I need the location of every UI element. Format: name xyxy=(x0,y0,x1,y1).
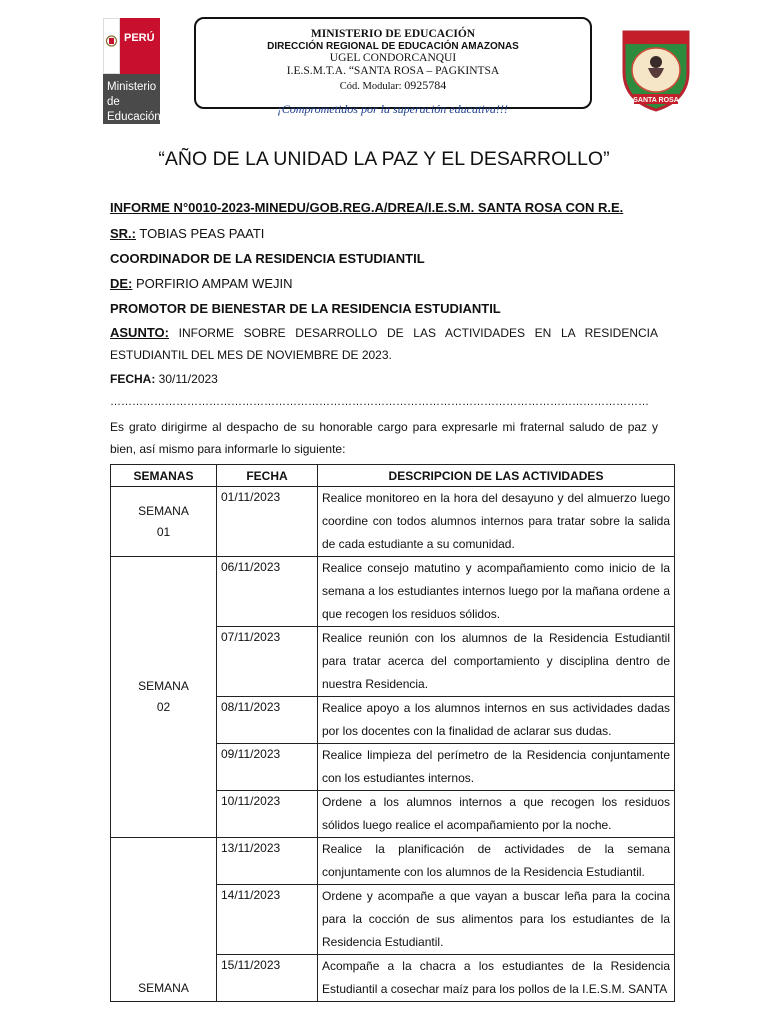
cod-modular-label: Cód. Modular: xyxy=(339,81,402,92)
description-cell: Realice limpieza del perímetro de la Residencia conjuntamente con los estudiantes internos. xyxy=(318,744,675,791)
fecha-label: FECHA: xyxy=(110,372,156,386)
header-box xyxy=(194,17,592,109)
description-cell: Ordene a los alumnos internos a que recogen los residuos sólidos luego realice el acompañamiento por la noche. xyxy=(318,791,675,838)
date-cell: 06/11/2023 xyxy=(217,557,318,627)
date-cell: 01/11/2023 xyxy=(217,487,318,557)
to-line xyxy=(110,226,264,241)
school-crest-icon xyxy=(620,28,692,112)
from-label: DE: xyxy=(110,276,133,291)
intro-paragraph: Es grato dirigirme al despacho de su honorable cargo para expresarle mi fraternal saludo de paz y bien, así mismo para informarle lo siguiente: xyxy=(110,420,658,456)
year-title: “AÑO DE LA UNIDAD LA PAZ Y EL DESARROLLO” xyxy=(158,148,610,170)
logo-country: PERÚ xyxy=(120,18,160,74)
week-label: SEMANA xyxy=(138,503,189,518)
date-cell: 13/11/2023 xyxy=(217,838,318,885)
date-cell: 14/11/2023 xyxy=(217,885,318,955)
logo-ministry: Ministerio de Educación xyxy=(103,74,160,124)
ministry-logo xyxy=(103,18,160,124)
from-role: PROMOTOR DE BIENESTAR DE LA RESIDENCIA ESTUDIANTIL xyxy=(110,301,501,316)
date-cell: 07/11/2023 xyxy=(217,627,318,697)
to-name: TOBIAS PEAS PAATI xyxy=(139,226,265,241)
from-name: PORFIRIO AMPAM WEJIN xyxy=(136,276,293,291)
header-semanas: SEMANAS xyxy=(111,465,217,487)
week-number: 02 xyxy=(156,700,171,714)
fecha-value: 30/11/2023 xyxy=(158,372,218,386)
from-line xyxy=(110,276,293,291)
informe-number: INFORME N°0010-2023-MINEDU/GOB.REG.A/DREA/I.E.S.M. SANTA ROSA CON R.E. xyxy=(110,200,624,215)
week-number: 01 xyxy=(156,524,171,539)
header-line-4: I.E.S.M.T.A. “SANTA ROSA – PAGKINTSA xyxy=(286,65,500,77)
week-label: SEMANA xyxy=(138,981,189,995)
header-line-3: UGEL CONDORCANQUI xyxy=(329,52,457,64)
table-row xyxy=(111,838,675,885)
description-cell: Realice consejo matutino y acompañamiento como inicio de la semana a los estudiantes internos luego por la mañana ordene a que recogen los residuos sólidos. xyxy=(318,557,675,627)
date-cell: 15/11/2023 xyxy=(217,955,318,1002)
to-role: COORDINADOR DE LA RESIDENCIA ESTUDIANTIL xyxy=(110,251,425,266)
to-label: SR.: xyxy=(110,226,136,241)
description-cell: Realice apoyo a los alumnos internos en sus actividades dadas por los docentes con la finalidad de aclarar sus dudas. xyxy=(318,697,675,744)
description-cell: Realice monitoreo en la hora del desayuno y del almuerzo luego coordine con todos alumnos internos para tratar sobre la salida de cada estudiante a su comunidad. xyxy=(318,487,675,557)
activities-table xyxy=(110,464,675,1002)
dotted-separator: ………………………………………………………………………………………………………………………………… xyxy=(110,396,649,408)
description-cell: Realice reunión con los alumnos de la Residencia Estudiantil para tratar acerca del comportamiento y disciplina dentro de nuestra Residencia. xyxy=(318,627,675,697)
description-cell: Ordene y acompañe a que vayan a buscar leña para la cocina para la cocción de sus alimentos para los estudiantes de la Residencia Estudiantil. xyxy=(318,885,675,955)
asunto-text: INFORME SOBRE DESARROLLO DE LAS ACTIVIDADES EN LA RESIDENCIA ESTUDIANTIL DEL MES DE NOVIEMBRE DE 2023. xyxy=(110,326,658,362)
date-cell: 09/11/2023 xyxy=(217,744,318,791)
fecha-line xyxy=(110,372,218,386)
description-cell: Realice la planificación de actividades de la semana conjuntamente con los alumnos de la Residencia Estudiantil. xyxy=(318,838,675,885)
week-cell xyxy=(111,557,217,838)
week-cell xyxy=(111,487,217,557)
table-row xyxy=(111,557,675,627)
asunto xyxy=(110,322,658,366)
peru-shield-icon xyxy=(103,18,120,74)
table-header-row xyxy=(111,465,675,487)
asunto-label: ASUNTO: xyxy=(110,325,169,340)
date-cell: 10/11/2023 xyxy=(217,791,318,838)
header-line-2: DIRECCIÓN REGIONAL DE EDUCACIÓN AMAZONAS xyxy=(267,41,519,52)
header-fecha: FECHA xyxy=(217,465,318,487)
cod-modular-value: 0925784 xyxy=(404,78,447,92)
table-row xyxy=(111,487,675,557)
header-descripcion: DESCRIPCION DE LAS ACTIVIDADES xyxy=(318,465,675,487)
week-label: SEMANA xyxy=(138,679,189,693)
header-line-1: MINISTERIO DE EDUCACIÓN xyxy=(310,28,476,40)
crest-text: SANTA ROSA xyxy=(633,97,679,104)
week-cell xyxy=(111,838,217,1002)
motto: ¡Comprometidos por la superación educativa!!! xyxy=(277,102,508,116)
date-cell: 08/11/2023 xyxy=(217,697,318,744)
description-cell: Acompañe a la chacra a los estudiantes de la Residencia Estudiantil a cosechar maíz para los pollos de la I.E.S.M. SANTA xyxy=(318,955,675,1002)
header-line-5 xyxy=(196,78,590,94)
